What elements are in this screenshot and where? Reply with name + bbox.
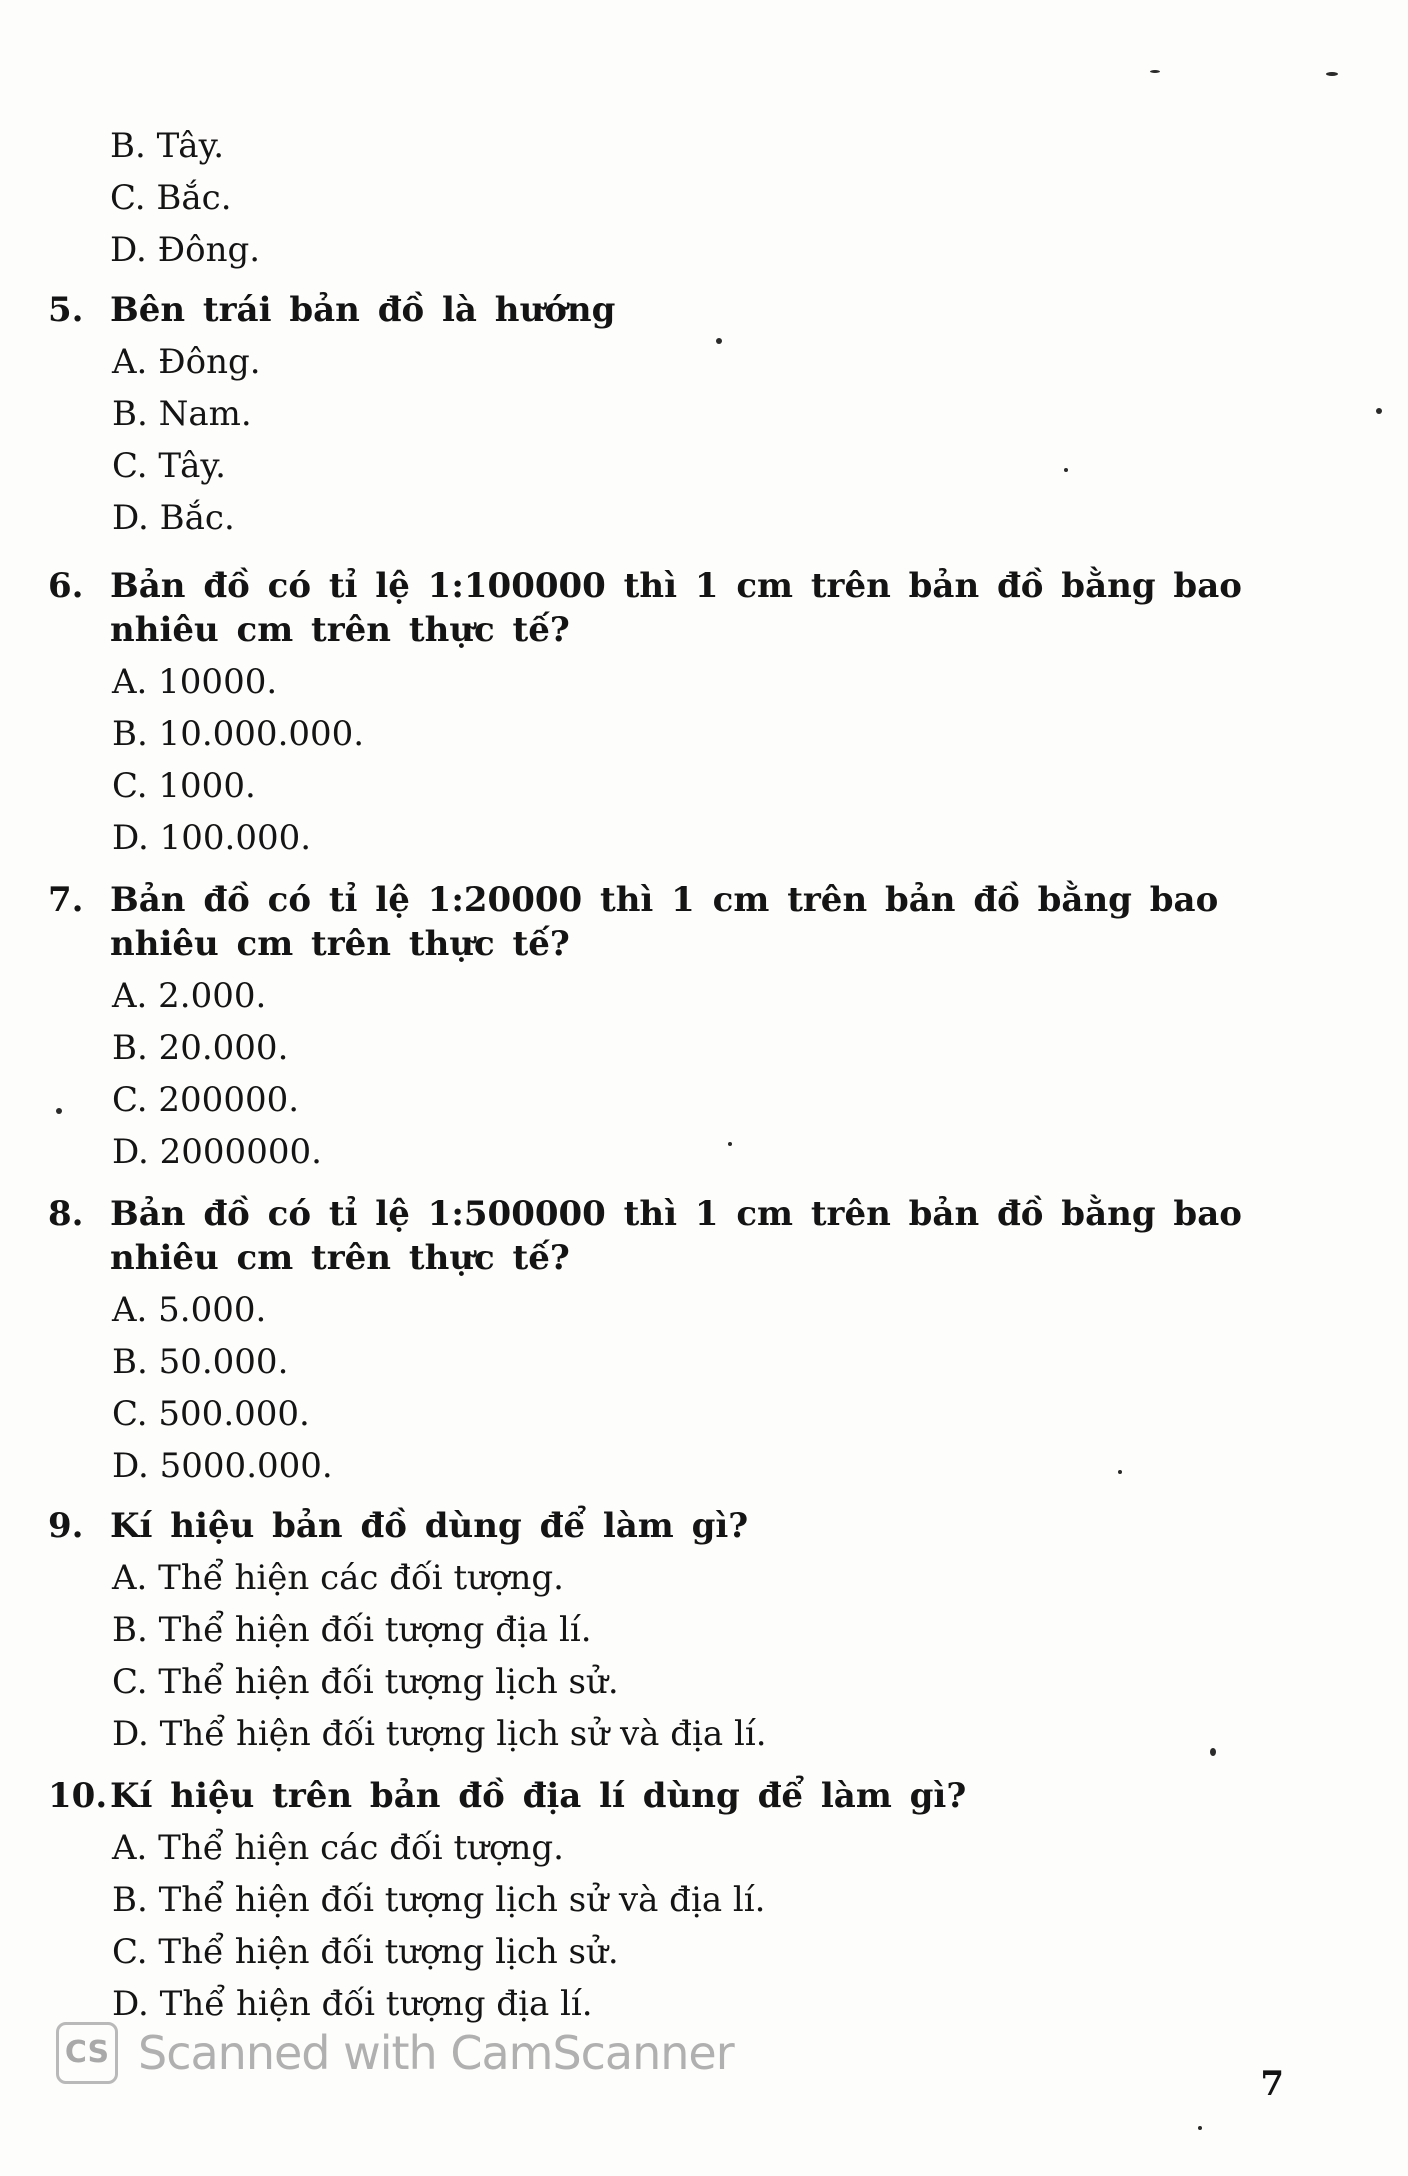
option: C. Bắc. bbox=[110, 178, 232, 218]
question-6 bbox=[48, 564, 1288, 864]
option: B. Nam. bbox=[112, 394, 252, 434]
question-number: 8. bbox=[48, 1194, 84, 1234]
option: D. 2000000. bbox=[112, 1132, 322, 1172]
question-9 bbox=[48, 1504, 1288, 1760]
option: D. Thể hiện đối tượng lịch sử và địa lí. bbox=[112, 1714, 767, 1754]
question-10 bbox=[48, 1774, 1288, 2030]
question-text: Kí hiệu bản đồ dùng để làm gì? bbox=[110, 1506, 749, 1546]
scan-speck bbox=[1376, 408, 1382, 414]
camscanner-logo-icon: CS bbox=[56, 2022, 118, 2084]
option: D. 100.000. bbox=[112, 818, 312, 858]
option: C. Tây. bbox=[112, 446, 226, 486]
scan-speck bbox=[1198, 2126, 1202, 2130]
option: C. Thể hiện đối tượng lịch sử. bbox=[112, 1932, 619, 1972]
option: D. Đông. bbox=[110, 230, 261, 270]
question-text: Bản đồ có tỉ lệ 1:20000 thì 1 cm trên bản đồ bằng bao nhiêu cm trên thực tế? bbox=[110, 880, 1219, 964]
scan-speck bbox=[716, 338, 722, 344]
question-number: 6. bbox=[48, 566, 84, 606]
question-text: Bản đồ có tỉ lệ 1:500000 thì 1 cm trên bản đồ bằng bao nhiêu cm trên thực tế? bbox=[110, 1194, 1242, 1278]
scan-speck bbox=[1150, 70, 1160, 73]
option: A. 10000. bbox=[112, 662, 278, 702]
option: A. Thể hiện các đối tượng. bbox=[112, 1558, 564, 1598]
option: A. 5.000. bbox=[112, 1290, 267, 1330]
question-number: 5. bbox=[48, 290, 84, 330]
option: B. 10.000.000. bbox=[112, 714, 365, 754]
scan-speck bbox=[1118, 1470, 1122, 1474]
option: B. Thể hiện đối tượng lịch sử và địa lí. bbox=[112, 1880, 766, 1920]
option: D. Bắc. bbox=[112, 498, 235, 538]
option: B. Thể hiện đối tượng địa lí. bbox=[112, 1610, 592, 1650]
question-7 bbox=[48, 878, 1288, 1178]
option: B. Tây. bbox=[110, 126, 225, 166]
question-text: Kí hiệu trên bản đồ địa lí dùng để làm gì? bbox=[110, 1776, 967, 1816]
lead-options bbox=[110, 120, 260, 276]
option: A. 2.000. bbox=[112, 976, 267, 1016]
option: A. Thể hiện các đối tượng. bbox=[112, 1828, 564, 1868]
question-number: 10. bbox=[48, 1776, 108, 1816]
option: B. 20.000. bbox=[112, 1028, 289, 1068]
page-number: 7 bbox=[1260, 2064, 1284, 2104]
option: C. 200000. bbox=[112, 1080, 300, 1120]
option: C. 500.000. bbox=[112, 1394, 310, 1434]
question-text: Bên trái bản đồ là hướng bbox=[110, 290, 616, 330]
option: D. Thể hiện đối tượng địa lí. bbox=[112, 1984, 593, 2024]
option: D. 5000.000. bbox=[112, 1446, 333, 1486]
question-text: Bản đồ có tỉ lệ 1:100000 thì 1 cm trên bản đồ bằng bao nhiêu cm trên thực tế? bbox=[110, 566, 1242, 650]
question-5 bbox=[48, 288, 1288, 544]
option: C. Thể hiện đối tượng lịch sử. bbox=[112, 1662, 619, 1702]
question-number: 7. bbox=[48, 880, 84, 920]
scan-speck bbox=[56, 1108, 62, 1114]
scan-speck bbox=[1210, 1748, 1216, 1756]
question-8 bbox=[48, 1192, 1288, 1492]
option: C. 1000. bbox=[112, 766, 256, 806]
option: A. Đông. bbox=[112, 342, 261, 382]
scan-speck bbox=[1064, 468, 1068, 472]
option: B. 50.000. bbox=[112, 1342, 289, 1382]
scan-speck bbox=[1326, 72, 1338, 76]
scanner-watermark: Scanned with CamScanner bbox=[138, 2026, 734, 2080]
question-number: 9. bbox=[48, 1506, 84, 1546]
scan-speck bbox=[728, 1142, 732, 1146]
